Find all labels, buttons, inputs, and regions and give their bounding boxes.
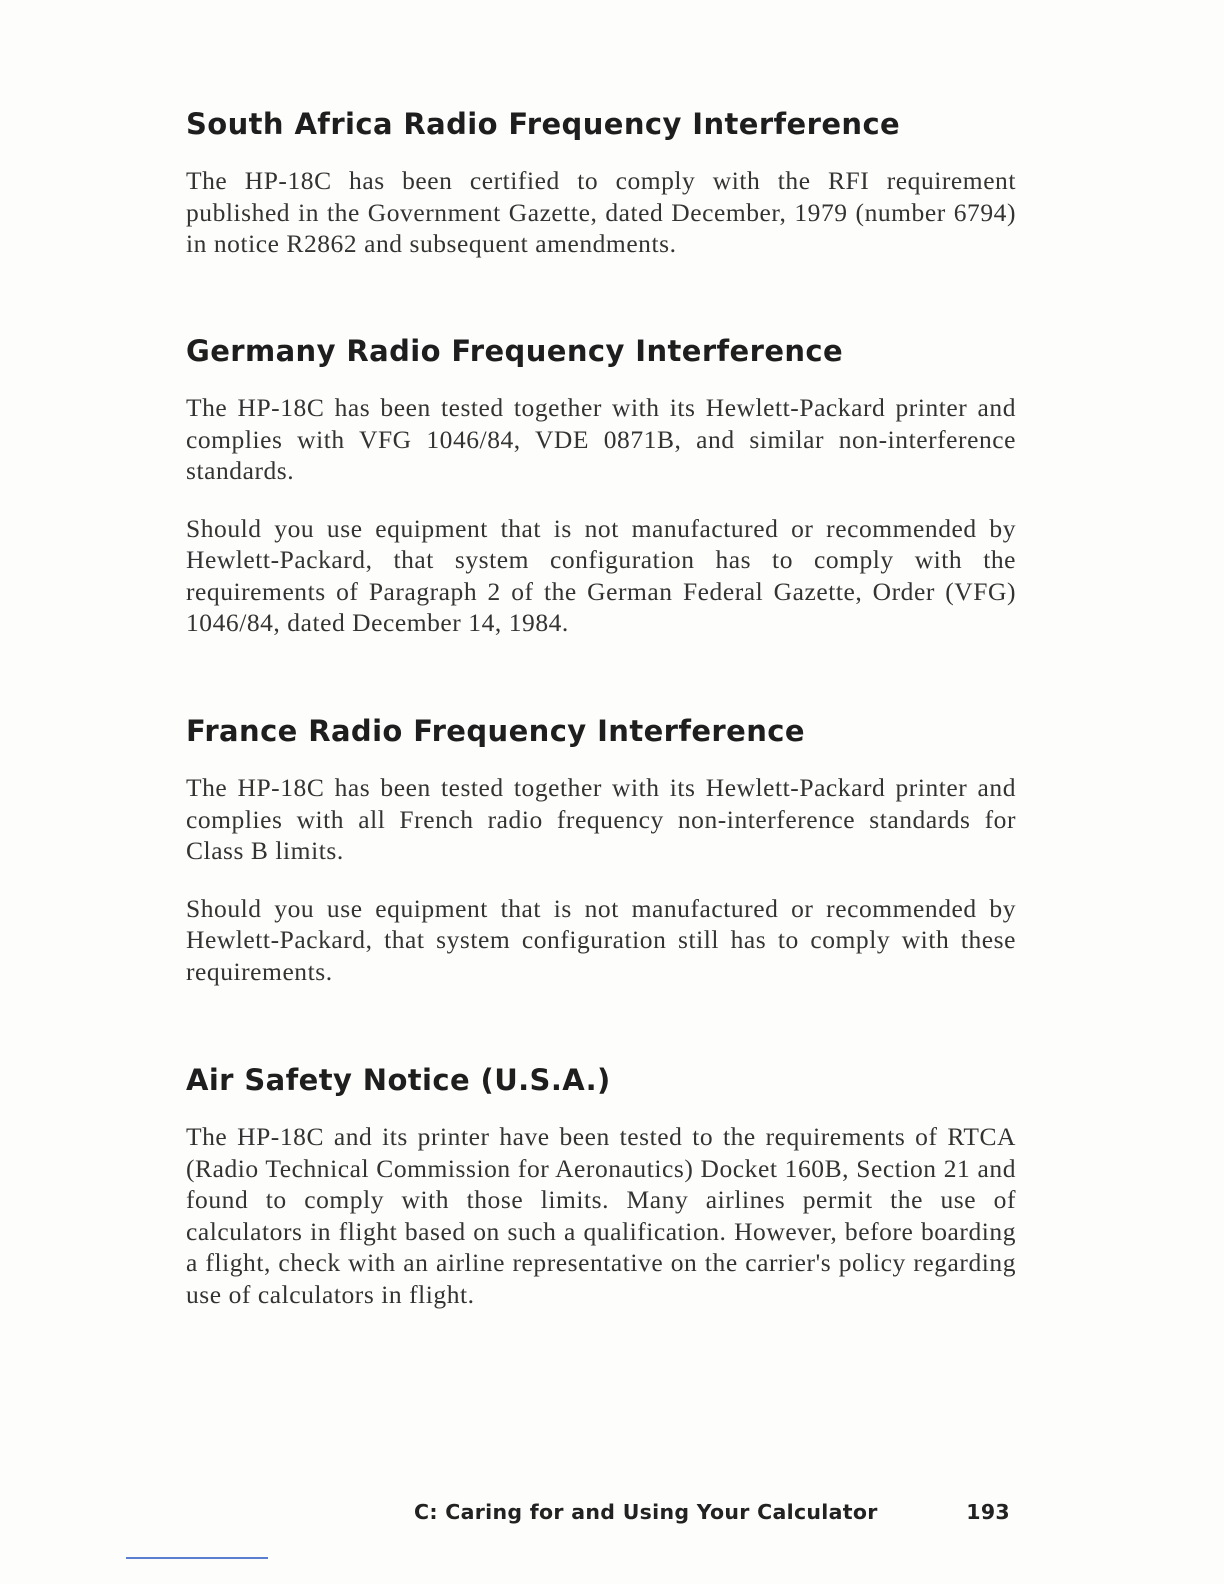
section-paragraph: The HP-18C has been tested together with its Hewlett-Packard printer and complies with all French radio frequency non-interference standards for Class B limits. (186, 773, 1016, 865)
section-heading: Germany Radio Frequency Interference (186, 334, 844, 368)
section-heading: France Radio Frequency Interference (186, 714, 805, 748)
section-heading: South Africa Radio Frequency Interference (186, 107, 901, 141)
section-south-africa-rfi (186, 106, 1016, 260)
section-paragraph: The HP-18C has been certified to comply with the RFI requirement published in the Government Gazette, dated December, 1979 (number 6794) in notice R2862 and subsequent amendments. (186, 166, 1016, 258)
section-paragraph: Should you use equipment that is not manufactured or recommended by Hewlett-Packard, that system configuration still has to comply with these requirements. (186, 893, 1016, 986)
page-footer (414, 1498, 1010, 1526)
scan-edge-line (126, 1557, 268, 1559)
section-heading: Air Safety Notice (U.S.A.) (186, 1063, 611, 1097)
section-paragraph: Should you use equipment that is not manufactured or recommended by Hewlett-Packard, that system configuration has to comply with the requirements of Paragraph 2 of the German Federal Gazette, Order (VFG) 1046/84, dated December 14, 1984. (186, 513, 1016, 637)
section-paragraph: The HP-18C and its printer have been tested to the requirements of RTCA (Radio Technical Commission for Aeronautics) Docket 160B, Section 21 and found to comply with those limits. Many airlines permit the use of calculators in flight based on such a qualification. However, before boarding a flight, check with an airline representative on the carrier's policy regarding use of calculators in flight. (186, 1122, 1016, 1309)
section-france-rfi (186, 713, 1016, 987)
section-paragraph: The HP-18C has been tested together with its Hewlett-Packard printer and complies with VFG 1046/84, VDE 0871B, and similar non-interference standards. (186, 393, 1016, 485)
section-germany-rfi (186, 333, 1016, 639)
chapter-title: C: Caring for and Using Your Calculator (414, 1500, 878, 1524)
section-air-safety-notice (186, 1062, 1016, 1310)
page-number: 193 (966, 1500, 1010, 1524)
